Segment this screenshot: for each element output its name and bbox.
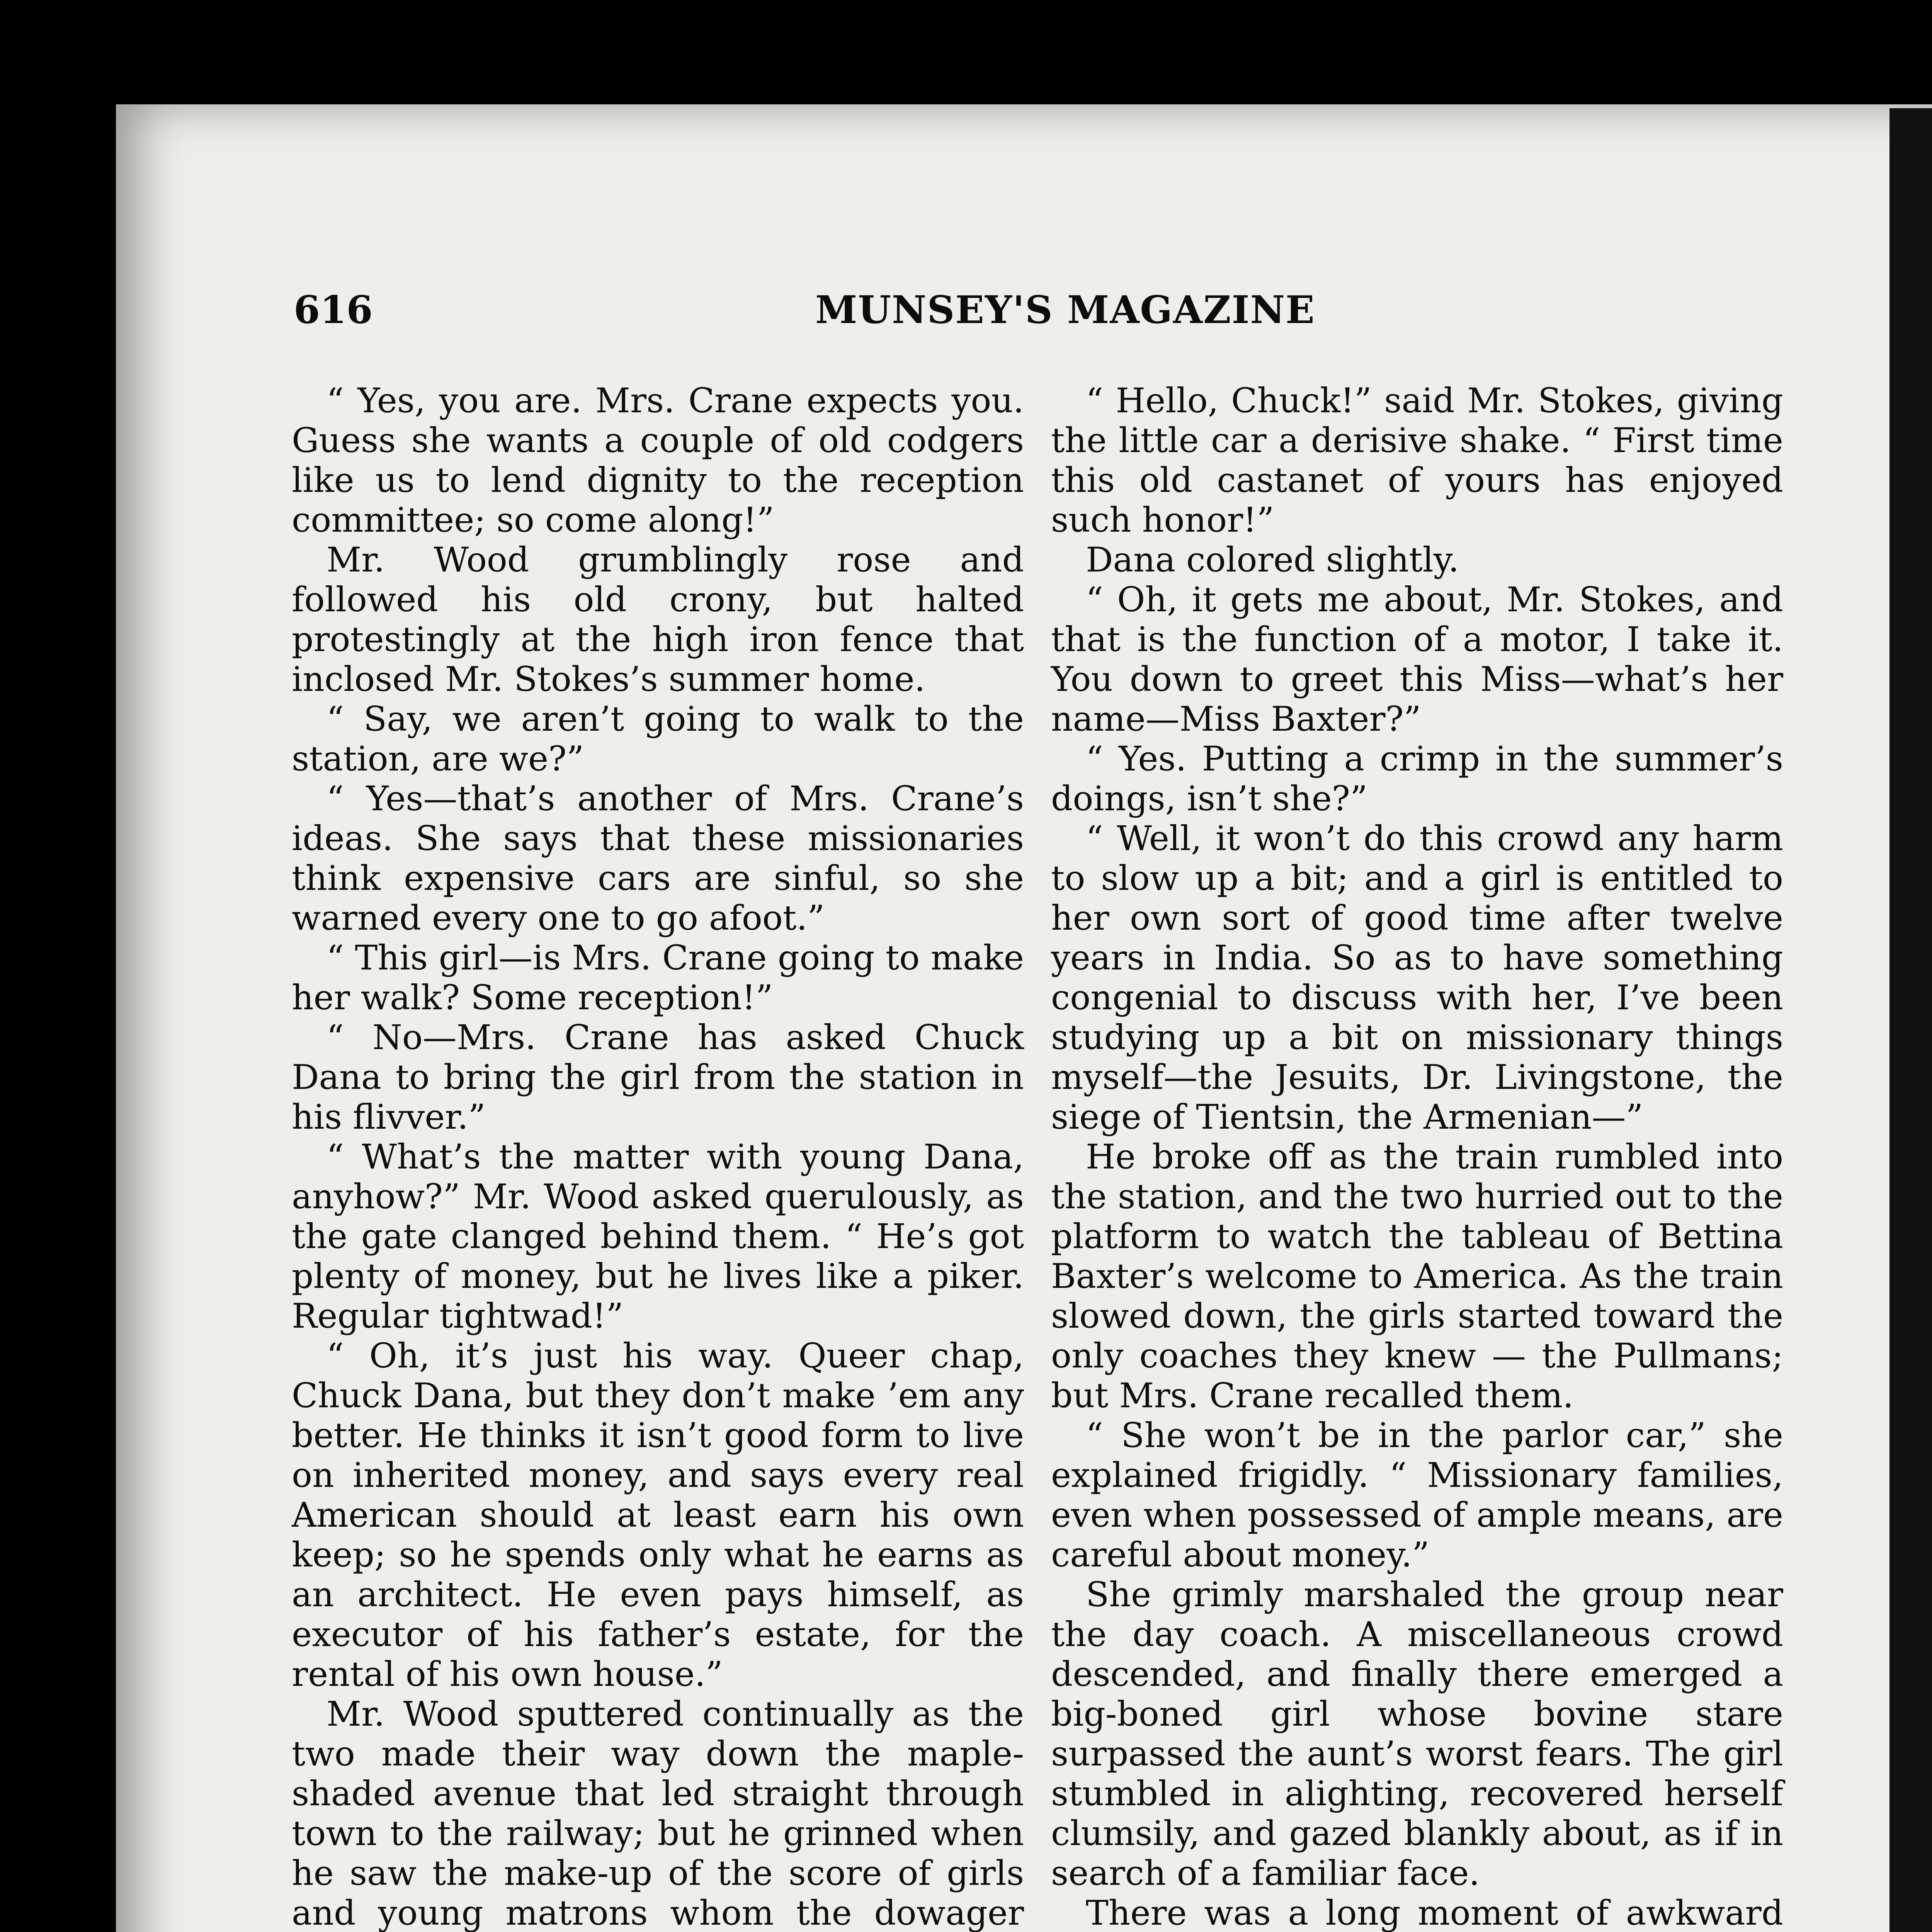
- paragraph: “ Say, we aren’t going to walk to the station, are we?”: [292, 699, 1024, 779]
- paragraph: There was a long moment of awkward: [1086, 1893, 1783, 1932]
- paragraph: “ This girl—is Mrs. Crane going to make her walk? Some reception!”: [292, 938, 1024, 1017]
- left-column: [292, 381, 1024, 1932]
- magazine-title: MUNSEY'S MAGAZINE: [815, 288, 1315, 332]
- paragraph: Dana colored slightly.: [1086, 540, 1459, 580]
- paragraph: “ Yes—that’s another of Mrs. Crane’s ideas. She says that these missionaries think expensive cars are sinful, so she warned every one to go afoot.”: [292, 779, 1024, 938]
- paragraph: “ Well, it won’t do this crowd any harm to slow up a bit; and a girl is entitled to her own sort of good time after twelve years in India. So as to have something congenial to discuss with her, I’ve been studying up a bit on missionary things myself—the Jesuits, Dr. Livingstone, the siege of Tientsin, the Armenian—”: [1051, 818, 1783, 1137]
- paragraph: She grimly marshaled the group near the day coach. A miscellaneous crowd descended, and finally there emerged a big-boned girl whose bovine stare surpassed the aunt’s worst fears. The girl stumbled in alighting, recovered herself clumsily, and gazed blankly about, as if in search of a familiar face.: [1051, 1575, 1783, 1893]
- paragraph: “ Oh, it gets me about, Mr. Stokes, and that is the function of a motor, I take it. You down to greet this Miss—what’s her name—Miss Baxter?”: [1051, 580, 1783, 739]
- paragraph: Mr. Wood grumblingly rose and followed his old crony, but halted protestingly at the high iron fence that inclosed Mr. Stokes’s summer home.: [292, 540, 1024, 699]
- running-head: [294, 288, 1785, 342]
- paragraph: He broke off as the train rumbled into the station, and the two hurried out to the platform to watch the tableau of Bettina Baxter’s welcome to America. As the train slowed down, the girls started toward the only coaches they knew — the Pullmans; but Mrs. Crane recalled them.: [1051, 1137, 1783, 1415]
- paragraph: “ Hello, Chuck!” said Mr. Stokes, giving the little car a derisive shake. “ First time this old castanet of yours has enjoyed such honor!”: [1051, 381, 1783, 540]
- facing-page-edge: [1889, 108, 1932, 1932]
- paragraph: “ Yes, you are. Mrs. Crane expects you. Guess she wants a couple of old codgers like us to lend dignity to the reception committee; so come along!”: [292, 381, 1024, 540]
- paragraph: “ Oh, it’s just his way. Queer chap, Chuck Dana, but they don’t make ’em any better. He thinks it isn’t good form to live on inherited money, and says every real American should at least earn his own keep; so he spends only what he earns as an architect. He even pays himself, as executor of his father’s estate, for the rental of his own house.”: [292, 1336, 1024, 1694]
- paragraph: “ She won’t be in the parlor car,” she explained frigidly. “ Missionary families, even when possessed of ample means, are careful about money.”: [1051, 1415, 1783, 1575]
- paragraph: “ What’s the matter with young Dana, anyhow?” Mr. Wood asked querulously, as the gate clanged behind them. “ He’s got plenty of money, but he lives like a piker. Regular tightwad!”: [292, 1137, 1024, 1336]
- paragraph: “ Yes. Putting a crimp in the summer’s doings, isn’t she?”: [1051, 739, 1783, 818]
- paragraph: Mr. Wood sputtered continually as the two made their way down the maple-shaded avenue that led straight through town to the railway; but he grinned when he saw the make-up of the score of girls and young matrons whom the dowager: [292, 1694, 1024, 1932]
- page-number: 616: [294, 288, 373, 332]
- paragraph: “ No—Mrs. Crane has asked Chuck Dana to bring the girl from the station in his flivver.”: [292, 1017, 1024, 1137]
- right-column: [1051, 381, 1783, 1932]
